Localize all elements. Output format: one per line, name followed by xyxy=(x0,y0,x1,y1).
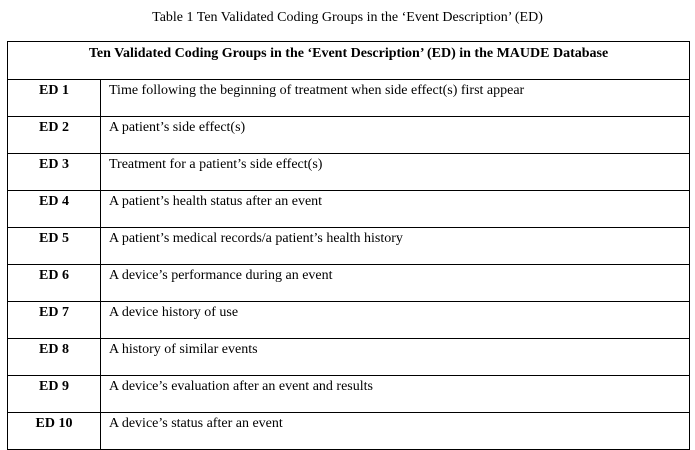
table-row xyxy=(8,191,690,228)
table-caption: Table 1 Ten Validated Coding Groups in the ‘Event Description’ (ED) xyxy=(152,10,543,25)
table-row xyxy=(8,339,690,376)
table-row xyxy=(8,154,690,191)
description-cell: A device’s evaluation after an event and results xyxy=(101,376,690,413)
code-cell: ED 8 xyxy=(8,339,101,376)
code-cell: ED 10 xyxy=(8,413,101,450)
table-row xyxy=(8,228,690,265)
code-cell: ED 2 xyxy=(8,117,101,154)
code-cell: ED 4 xyxy=(8,191,101,228)
description-cell: A device history of use xyxy=(101,302,690,339)
description-cell: Time following the beginning of treatment when side effect(s) first appear xyxy=(101,80,690,117)
code-cell: ED 3 xyxy=(8,154,101,191)
code-cell: ED 9 xyxy=(8,376,101,413)
table-header: Ten Validated Coding Groups in the ‘Event Description’ (ED) in the MAUDE Database xyxy=(8,42,690,80)
code-cell: ED 6 xyxy=(8,265,101,302)
description-cell: A device’s performance during an event xyxy=(101,265,690,302)
table-row xyxy=(8,413,690,450)
description-cell: A device’s status after an event xyxy=(101,413,690,450)
table-row xyxy=(8,265,690,302)
coding-groups-table xyxy=(7,41,690,450)
table-row xyxy=(8,302,690,339)
description-cell: A history of similar events xyxy=(101,339,690,376)
description-cell: A patient’s medical records/a patient’s health history xyxy=(101,228,690,265)
table-row xyxy=(8,376,690,413)
code-cell: ED 5 xyxy=(8,228,101,265)
description-cell: Treatment for a patient’s side effect(s) xyxy=(101,154,690,191)
table-row xyxy=(8,80,690,117)
table-row xyxy=(8,117,690,154)
table-header-row xyxy=(8,42,690,80)
description-cell: A patient’s health status after an event xyxy=(101,191,690,228)
code-cell: ED 1 xyxy=(8,80,101,117)
description-cell: A patient’s side effect(s) xyxy=(101,117,690,154)
code-cell: ED 7 xyxy=(8,302,101,339)
